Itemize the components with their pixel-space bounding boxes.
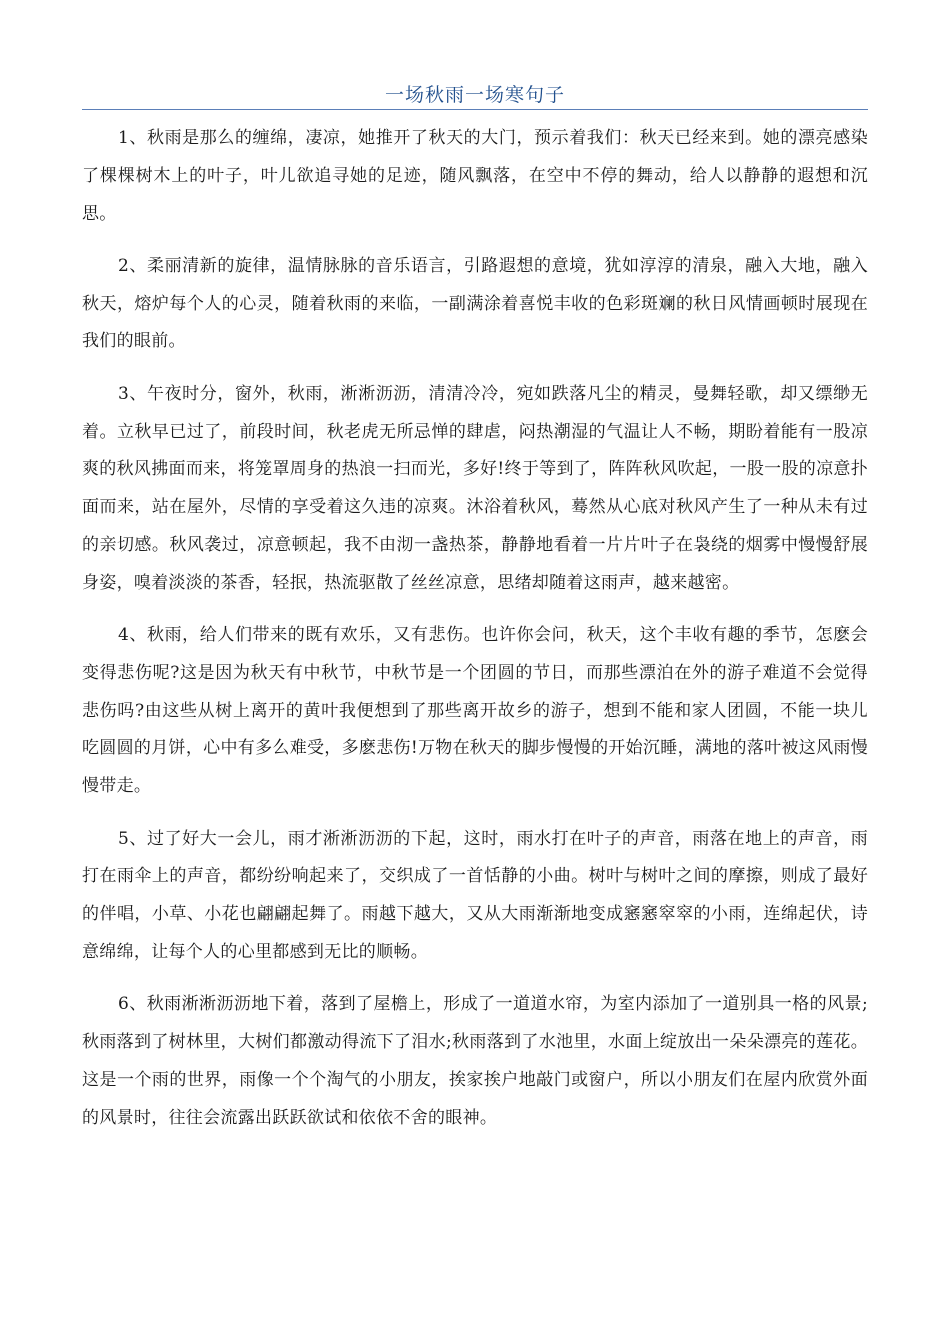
paragraph-1: 1、秋雨是那么的缠绵，凄凉，她推开了秋天的大门，预示着我们：秋天已经来到。她的漂亮感染了棵棵树木上的叶子，叶儿欲追寻她的足迹，随风飘落，在空中不停的舞动，给人以静静的遐想和沉思。 [82, 128, 868, 224]
document-title: 一场秋雨一场寒句子 [384, 84, 565, 106]
title-underline [82, 109, 868, 110]
paragraph-6: 6、秋雨淅淅沥沥地下着，落到了屋檐上，形成了一道道水帘，为室内添加了一道别具一格的风景;秋雨落到了树林里，大树们都激动得流下了泪水;秋雨落到了水池里，水面上绽放出一朵朵漂亮的莲花。这是一个雨的世界，雨像一个个淘气的小朋友，挨家挨户地敲门或窗户，所以小朋友们在屋内欣赏外面的风景时，往往会流露出跃跃欲试和依依不舍的眼神。 [82, 994, 868, 1128]
paragraph-4: 4、秋雨，给人们带来的既有欢乐，又有悲伤。也许你会问，秋天，这个丰收有趣的季节，怎麽会变得悲伤呢?这是因为秋天有中秋节，中秋节是一个团圆的节日，而那些漂泊在外的游子难道不会觉得悲伤吗?由这些从树上离开的黄叶我便想到了那些离开故乡的游子，想到不能和家人团圆，不能一块儿吃圆圆的月饼，心中有多么难受，多麽悲伤!万物在秋天的脚步慢慢的开始沉睡，满地的落叶被这风雨慢慢带走。 [82, 625, 868, 797]
paragraph-3: 3、午夜时分，窗外，秋雨，淅淅沥沥，清清冷冷，宛如跌落凡尘的精灵，曼舞轻歌，却又缥缈无着。立秋早已过了，前段时间，秋老虎无所忌惮的肆虐，闷热潮湿的气温让人不畅，期盼着能有一股凉爽的秋风拂面而来，将笼罩周身的热浪一扫而光，多好!终于等到了，阵阵秋风吹起，一股一股的凉意扑面而来，站在屋外，尽情的享受着这久违的凉爽。沐浴着秋风，蓦然从心底对秋风产生了一种从未有过的亲切感。秋风袭过，凉意顿起，我不由沏一盏热茶，静静地看着一片片叶子在袅绕的烟雾中慢慢舒展身姿，嗅着淡淡的茶香，轻抿，热流驱散了丝丝凉意，思绪却随着这雨声，越来越密。 [82, 383, 868, 593]
paragraph-5: 5、过了好大一会儿，雨才淅淅沥沥的下起，这时，雨水打在叶子的声音，雨落在地上的声音，雨打在雨伞上的声音，都纷纷响起来了，交织成了一首恬静的小曲。树叶与树叶之间的摩擦，则成了最好的伴唱，小草、小花也翩翩起舞了。雨越下越大，又从大雨渐渐地变成窸窸窣窣的小雨，连绵起伏，诗意绵绵，让每个人的心里都感到无比的顺畅。 [82, 828, 868, 962]
paragraph-2: 2、柔丽清新的旋律，温情脉脉的音乐语言，引路遐想的意境，犹如淳淳的清泉，融入大地，融入秋天，熔炉每个人的心灵，随着秋雨的来临，一副满涂着喜悦丰收的色彩斑斓的秋日风情画顿时展现在我们的眼前。 [82, 255, 868, 352]
document-body [82, 120, 868, 1152]
